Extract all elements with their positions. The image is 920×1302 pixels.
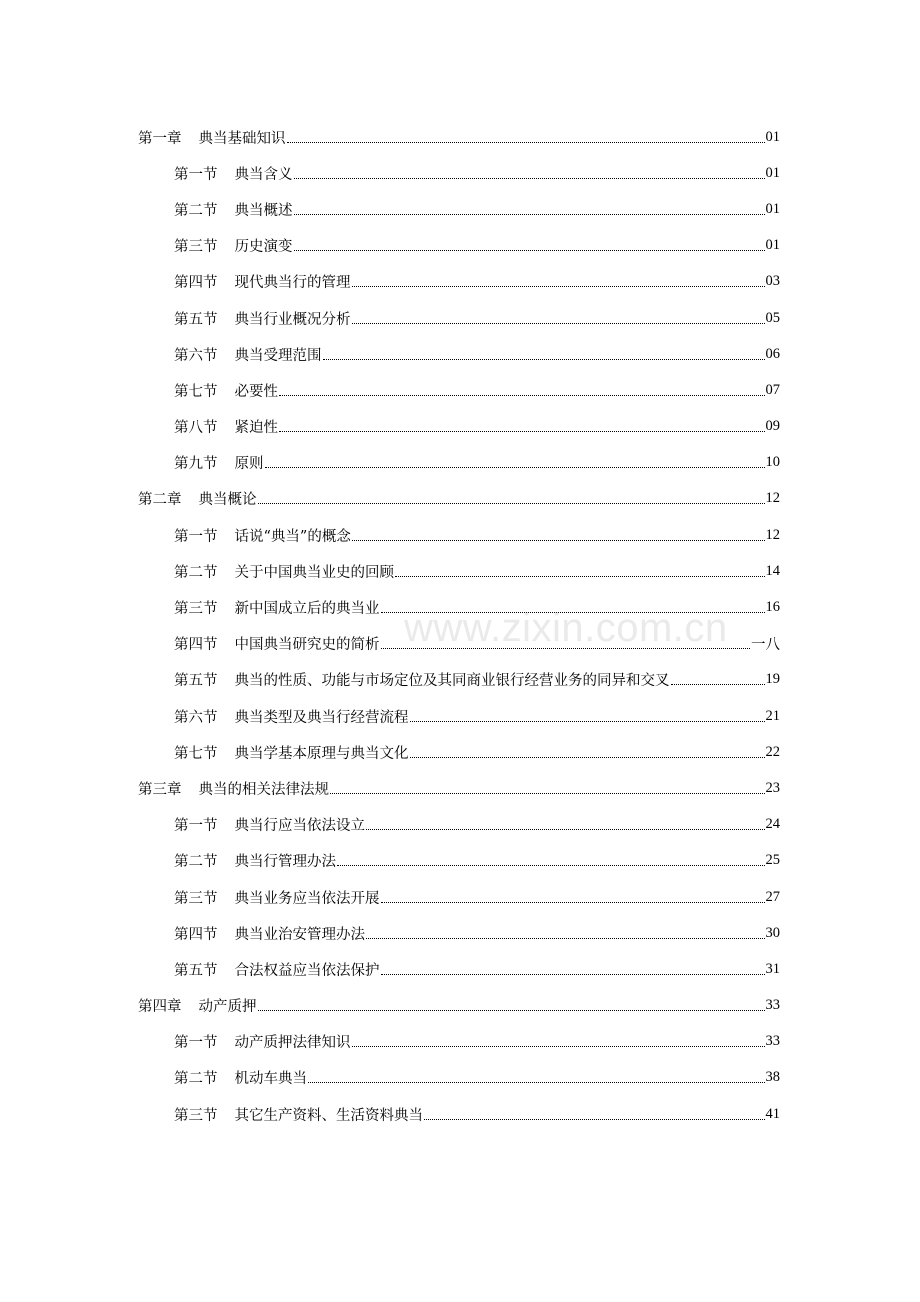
toc-entry-title: 现代典当行的管理 bbox=[234, 275, 351, 292]
toc-dot-leader bbox=[381, 960, 765, 975]
toc-entry-number: 第一节 bbox=[174, 528, 218, 545]
toc-page-number: 19 bbox=[765, 671, 780, 688]
toc-section-entry[interactable] bbox=[0, 589, 920, 625]
toc-page-number: 01 bbox=[765, 200, 780, 217]
toc-dot-leader bbox=[258, 996, 765, 1011]
toc-section-entry[interactable] bbox=[0, 228, 920, 264]
toc-page-number: 12 bbox=[765, 526, 780, 543]
toc-page-number: 09 bbox=[765, 418, 780, 435]
toc-entry-title: 话说“典当”的概念 bbox=[234, 528, 351, 545]
toc-dot-leader bbox=[337, 851, 765, 866]
toc-entry-title: 典当的性质、功能与市场定位及其同商业银行经营业务的同异和交叉 bbox=[234, 673, 670, 690]
table-of-contents bbox=[0, 119, 920, 1132]
toc-entry-title: 典当学基本原理与典当文化 bbox=[234, 745, 409, 762]
toc-entry-title: 合法权益应当依法保护 bbox=[234, 962, 380, 979]
toc-entry-number: 第三节 bbox=[174, 890, 218, 907]
toc-page-number: 22 bbox=[765, 743, 780, 760]
toc-page-number: 33 bbox=[765, 1033, 780, 1050]
toc-section-entry[interactable] bbox=[0, 336, 920, 372]
toc-entry-number: 第二节 bbox=[174, 564, 218, 581]
toc-entry-title: 紧迫性 bbox=[234, 420, 278, 437]
toc-entry-title: 原则 bbox=[234, 456, 264, 473]
toc-dot-leader bbox=[410, 707, 765, 722]
toc-section-entry[interactable] bbox=[0, 517, 920, 553]
toc-entry-title: 机动车典当 bbox=[234, 1071, 307, 1088]
toc-section-entry[interactable] bbox=[0, 1024, 920, 1060]
toc-dot-leader bbox=[366, 815, 765, 830]
toc-section-entry[interactable] bbox=[0, 155, 920, 191]
toc-section-entry[interactable] bbox=[0, 879, 920, 915]
toc-entry-number: 第九节 bbox=[174, 456, 218, 473]
toc-entry-title: 典当业务应当依法开展 bbox=[234, 890, 380, 907]
toc-section-entry[interactable] bbox=[0, 445, 920, 481]
toc-entry-title: 关于中国典当业史的回顾 bbox=[234, 564, 394, 581]
toc-entry-number: 第一节 bbox=[174, 1035, 218, 1052]
toc-section-entry[interactable] bbox=[0, 1060, 920, 1096]
toc-section-entry[interactable] bbox=[0, 843, 920, 879]
toc-entry-number: 第二节 bbox=[174, 1071, 218, 1088]
toc-entry-title: 新中国成立后的典当业 bbox=[234, 601, 380, 618]
toc-entry-number: 第八节 bbox=[174, 420, 218, 437]
toc-page-number: 25 bbox=[765, 852, 780, 869]
toc-chapter-entry[interactable] bbox=[0, 770, 920, 806]
toc-section-entry[interactable] bbox=[0, 698, 920, 734]
toc-entry-number: 第七节 bbox=[174, 383, 218, 400]
toc-entry-title: 动产质押 bbox=[198, 999, 257, 1016]
toc-page-number: 23 bbox=[765, 779, 780, 796]
toc-section-entry[interactable] bbox=[0, 191, 920, 227]
toc-entry-title: 典当含义 bbox=[234, 166, 293, 183]
toc-section-entry[interactable] bbox=[0, 626, 920, 662]
toc-entry-number: 第二节 bbox=[174, 202, 218, 219]
toc-page-number: 01 bbox=[765, 237, 780, 254]
toc-page-number: 31 bbox=[765, 960, 780, 977]
toc-section-entry[interactable] bbox=[0, 662, 920, 698]
toc-dot-leader bbox=[671, 670, 765, 685]
toc-entry-number: 第三节 bbox=[174, 1107, 218, 1124]
toc-dot-leader bbox=[308, 1068, 765, 1083]
toc-section-entry[interactable] bbox=[0, 553, 920, 589]
toc-dot-leader bbox=[352, 526, 765, 541]
toc-section-entry[interactable] bbox=[0, 409, 920, 445]
toc-entry-number: 第四节 bbox=[174, 637, 218, 654]
toc-entry-number: 第一节 bbox=[174, 166, 218, 183]
toc-page-number: 01 bbox=[765, 164, 780, 181]
toc-page-number: 30 bbox=[765, 924, 780, 941]
toc-section-entry[interactable] bbox=[0, 951, 920, 987]
toc-page-number: 03 bbox=[765, 273, 780, 290]
toc-dot-leader bbox=[410, 743, 765, 758]
toc-entry-number: 第三节 bbox=[174, 601, 218, 618]
toc-entry-number: 第五节 bbox=[174, 673, 218, 690]
toc-entry-number: 第三节 bbox=[174, 239, 218, 256]
toc-page-number: 27 bbox=[765, 888, 780, 905]
toc-entry-title: 典当的相关法律法规 bbox=[198, 781, 329, 798]
toc-page-number: 06 bbox=[765, 345, 780, 362]
toc-page-number: 07 bbox=[765, 381, 780, 398]
toc-entry-number: 第七节 bbox=[174, 745, 218, 762]
toc-entry-number: 第五节 bbox=[174, 311, 218, 328]
toc-dot-leader bbox=[330, 779, 765, 794]
toc-page-number: 24 bbox=[765, 816, 780, 833]
toc-dot-leader bbox=[352, 1032, 765, 1047]
toc-entry-title: 动产质押法律知识 bbox=[234, 1035, 351, 1052]
toc-entry-number: 第四章 bbox=[138, 999, 182, 1016]
toc-entry-number: 第二章 bbox=[138, 492, 182, 509]
toc-dot-leader bbox=[381, 888, 765, 903]
toc-entry-title: 典当行管理办法 bbox=[234, 854, 336, 871]
toc-section-entry[interactable] bbox=[0, 915, 920, 951]
toc-entry-number: 第一章 bbox=[138, 130, 182, 147]
toc-dot-leader bbox=[265, 453, 765, 468]
toc-section-entry[interactable] bbox=[0, 807, 920, 843]
toc-page-number: 33 bbox=[765, 997, 780, 1014]
toc-chapter-entry[interactable] bbox=[0, 481, 920, 517]
toc-entry-title: 必要性 bbox=[234, 383, 278, 400]
toc-dot-leader bbox=[258, 489, 765, 504]
toc-dot-leader bbox=[424, 1105, 765, 1120]
watermark: www.zixin.com.cn bbox=[404, 606, 728, 650]
toc-dot-leader bbox=[287, 128, 765, 143]
toc-entry-title: 典当行业概况分析 bbox=[234, 311, 351, 328]
toc-section-entry[interactable] bbox=[0, 1096, 920, 1132]
toc-entry-title: 其它生产资料、生活资料典当 bbox=[234, 1107, 423, 1124]
toc-dot-leader bbox=[279, 381, 765, 396]
toc-dot-leader bbox=[352, 309, 765, 324]
toc-entry-number: 第三章 bbox=[138, 781, 182, 798]
toc-entry-title: 典当行应当依法设立 bbox=[234, 818, 365, 835]
toc-dot-leader bbox=[294, 164, 765, 179]
toc-page-number: 41 bbox=[765, 1105, 780, 1122]
toc-page-number: 14 bbox=[765, 562, 780, 579]
toc-entry-number: 第四节 bbox=[174, 275, 218, 292]
toc-page-number: 38 bbox=[765, 1069, 780, 1086]
toc-entry-title: 典当基础知识 bbox=[198, 130, 286, 147]
toc-entry-number: 第六节 bbox=[174, 709, 218, 726]
toc-page-number: 21 bbox=[765, 707, 780, 724]
toc-entry-number: 第一节 bbox=[174, 818, 218, 835]
toc-section-entry[interactable] bbox=[0, 372, 920, 408]
toc-page-number: 12 bbox=[765, 490, 780, 507]
toc-dot-leader bbox=[323, 345, 765, 360]
toc-entry-title: 典当概述 bbox=[234, 202, 293, 219]
toc-dot-leader bbox=[381, 634, 751, 649]
toc-page-number: 10 bbox=[765, 454, 780, 471]
toc-entry-title: 典当概论 bbox=[198, 492, 257, 509]
toc-dot-leader bbox=[294, 200, 765, 215]
toc-chapter-entry[interactable] bbox=[0, 988, 920, 1024]
toc-page-number: 05 bbox=[765, 309, 780, 326]
toc-dot-leader bbox=[366, 924, 765, 939]
toc-page-number: 01 bbox=[765, 128, 780, 145]
toc-chapter-entry[interactable] bbox=[0, 119, 920, 155]
toc-section-entry[interactable] bbox=[0, 734, 920, 770]
toc-dot-leader bbox=[294, 236, 765, 251]
toc-entry-number: 第四节 bbox=[174, 926, 218, 943]
toc-entry-title: 中国典当研究史的简析 bbox=[234, 637, 380, 654]
toc-page-number: 16 bbox=[765, 599, 780, 616]
toc-section-entry[interactable] bbox=[0, 300, 920, 336]
toc-entry-number: 第六节 bbox=[174, 347, 218, 364]
toc-dot-leader bbox=[279, 417, 765, 432]
toc-section-entry[interactable] bbox=[0, 264, 920, 300]
toc-entry-title: 典当类型及典当行经营流程 bbox=[234, 709, 409, 726]
toc-page-number: 一八 bbox=[751, 637, 780, 654]
toc-dot-leader bbox=[381, 598, 765, 613]
toc-entry-title: 典当受理范围 bbox=[234, 347, 322, 364]
toc-entry-title: 历史演变 bbox=[234, 239, 293, 256]
toc-entry-number: 第二节 bbox=[174, 854, 218, 871]
toc-dot-leader bbox=[352, 272, 765, 287]
toc-entry-number: 第五节 bbox=[174, 962, 218, 979]
toc-entry-title: 典当业治安管理办法 bbox=[234, 926, 365, 943]
toc-dot-leader bbox=[395, 562, 765, 577]
